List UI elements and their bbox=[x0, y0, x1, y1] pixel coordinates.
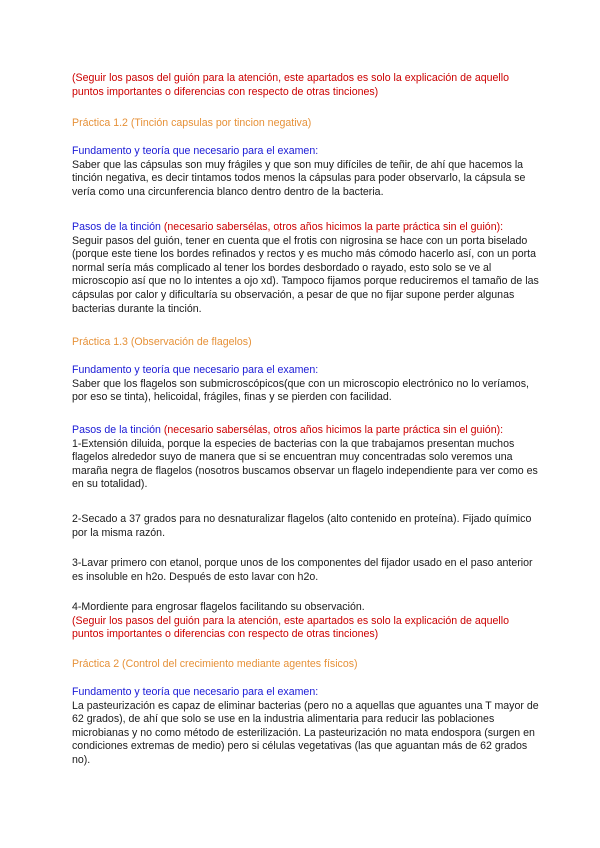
pasos-note: (necesario sabersélas, otros años hicimos la parte práctica sin el guión): bbox=[163, 424, 504, 436]
practica-1-3-title: Práctica 1.3 (Observación de flagelos) bbox=[72, 336, 252, 348]
practica-1-2-fundamento bbox=[72, 145, 542, 199]
step-1: 1-Extensión diluida, porque la especies de bacterias con la que trabajamos presentan muchos flagelos alrededor suyo de manera que si se encuentran muy concentradas solo veremos una maraña negra de flagelos (nosotros buscamos observar un flagelo independiente para ver como es en su totalidad). bbox=[72, 437, 538, 491]
practica-1-3-fundamento bbox=[72, 364, 542, 405]
pasos-note: (necesario sabersélas, otros años hicimos la parte práctica sin el guión): bbox=[163, 221, 504, 233]
practica-1-3-pasos bbox=[72, 424, 542, 492]
practica-2-fundamento bbox=[72, 686, 542, 768]
fundamento-text: Saber que las cápsulas son muy frágiles y que son muy difíciles de teñir, de ahí que hacemos la tinción negativa, es decir tintamos todos menos la cápsulas para poder observarlo, la cápsula se vería como una circunferencia blanco dentro dentro de la bacteria. bbox=[72, 158, 526, 198]
fundamento-heading: Fundamento y teoría que necesario para el examen: bbox=[72, 145, 319, 157]
intro-note: (Seguir los pasos del guión para la atención, este apartados es solo la explicación de aquello puntos importantes o diferencias con respecto de otras tinciones) bbox=[72, 72, 509, 98]
fundamento-text: La pasteurización es capaz de eliminar bacterias (pero no a aquellas que aguantes una T mayor de 62 grados), de ahí que solo se use en la industria alimentaria para reducir las poblaciones microbianas y no como método de esterilización. La pasteurización no mata endospora (surgen en condiciones extremas de medio) pero si células vegetativas (las que aguantan más de 62 grados no). bbox=[72, 699, 539, 766]
fundamento-heading: Fundamento y teoría que necesario para el examen: bbox=[72, 364, 319, 376]
pasos-heading: Pasos de la tinción bbox=[72, 221, 161, 233]
step-4: 4-Mordiente para engrosar flagelos facilitando su observación. bbox=[72, 601, 365, 613]
guion-note: (Seguir los pasos del guión para la atención, este apartados es solo la explicación de aquello puntos importantes o diferencias con respecto de otras tinciones) bbox=[72, 614, 509, 641]
practica-2-title: Práctica 2 (Control del crecimiento mediante agentes físicos) bbox=[72, 658, 358, 670]
step-2: 2-Secado a 37 grados para no desnaturalizar flagelos (alto contenido en proteína). Fijado químico por la misma razón. bbox=[72, 513, 532, 539]
step-3: 3-Lavar primero con etanol, porque unos de los componentes del fijador usado en el paso anterior es insoluble en h2o. Después de esto lavar con h2o. bbox=[72, 557, 533, 583]
fundamento-heading: Fundamento y teoría que necesario para el examen: bbox=[72, 686, 319, 698]
pasos-text: Seguir pasos del guión, tener en cuenta que el frotis con nigrosina se hace con un porta biselado (porque este tiene los bordes refinados y rectos y es mucho más cómodo hacerlo así, con un porta normal sería más complicado al tener los bordes desbordado o rayado, esto solo se ve al microscopio así que no lo intentes a ojo xd). Tampoco fijamos porque reduciremos el tamaño de las cápsulas por calor y dificultaría su observación, a pesar de que no fijar supone perder algunas bacterias durante la tinción. bbox=[72, 234, 539, 315]
step-4-block bbox=[72, 601, 542, 642]
fundamento-text: Saber que los flagelos son submicroscópicos(que con un microscopio electrónico no lo veríamos, por eso se tinta), helicoidal, frágiles, finas y se pierden con facilidad. bbox=[72, 377, 529, 404]
practica-1-2-pasos bbox=[72, 221, 542, 316]
pasos-heading: Pasos de la tinción bbox=[72, 424, 161, 436]
practica-1-2-title: Práctica 1.2 (Tinción capsulas por tincion negativa) bbox=[72, 117, 312, 129]
